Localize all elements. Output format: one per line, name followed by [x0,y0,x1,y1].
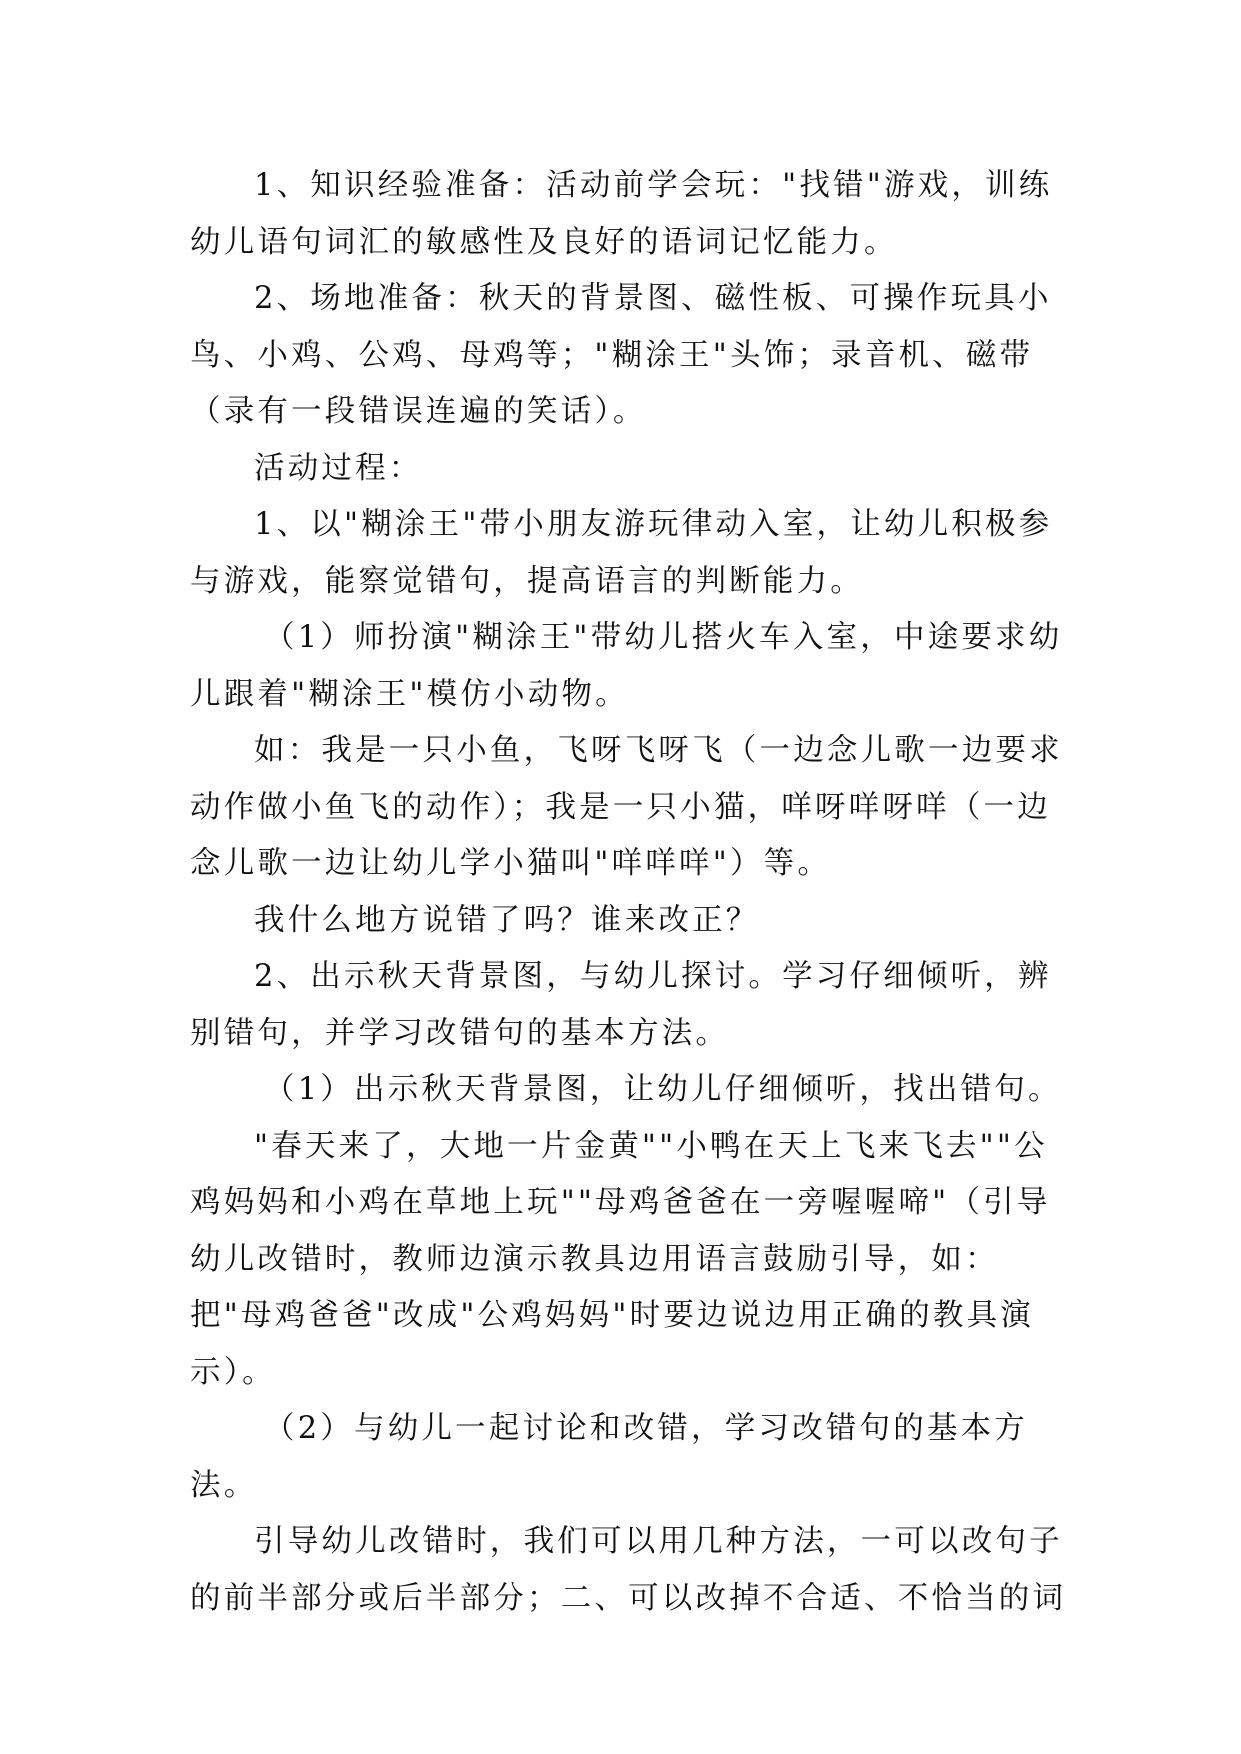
paragraph-step-1: 1、以"糊涂王"带小朋友游玩律动入室，让幼儿积极参与游戏，能察觉错句，提高语言的判断能力。 [190,507,1053,599]
document-body [190,158,1070,1627]
paragraph-step-1-sub-1: （1）师扮演"糊涂王"带幼儿搭火车入室，中途要求幼儿跟着"糊涂王"模仿小动物。 [190,620,1063,712]
paragraph-example: 如：我是一只小鱼，飞呀飞呀飞（一边念儿歌一边要求动作做小鱼飞的动作）；我是一只小猫，咩呀咩呀咩（一边念儿歌一边让幼儿学小猫叫"咩咩咩"）等。 [190,733,1063,881]
section-heading-activity-process: 活动过程： [254,450,423,486]
paragraph-step-2-sub-1: （1）出示秋天背景图，让幼儿仔细倾听，找出错句。 [264,1072,1062,1107]
paragraph-question: 我什么地方说错了吗？谁来改正？ [254,902,760,938]
paragraph-step-2: 2、出示秋天背景图，与幼儿探讨。学习仔细倾听，辨别错句，并学习改错句的基本方法。 [190,959,1052,1051]
paragraph-correction-methods: 引导幼儿改错时，我们可以用几种方法，一可以改句子的前半部分或后半部分；二、可以改掉不合适、不恰当的词 [190,1524,1067,1616]
paragraph-step-2-sub-2: （2）与幼儿一起讨论和改错，学习改错句的基本方法。 [190,1411,1029,1503]
paragraph-venue-preparation: 2、场地准备：秋天的背景图、磁性板、可操作玩具小鸟、小鸡、公鸡、母鸡等；"糊涂王"头饰；录音机、磁带（录有一段错误连遍的笑话）。 [190,281,1052,429]
paragraph-error-sentences: "春天来了，大地一片金黄""小鸭在天上飞来飞去""公鸡妈妈和小鸡在草地上玩""母鸡爸爸在一旁喔喔啼"（引导幼儿改错时，教师边演示教具边用语言鼓励引导，如：把"母鸡爸爸"改成"公鸡妈妈"时要边说边用正确的教具演示）。 [190,1128,1051,1390]
paragraph-knowledge-preparation: 1、知识经验准备：活动前学会玩："找错"游戏，训练幼儿语句词汇的敏感性及良好的语词记忆能力。 [190,168,1053,260]
